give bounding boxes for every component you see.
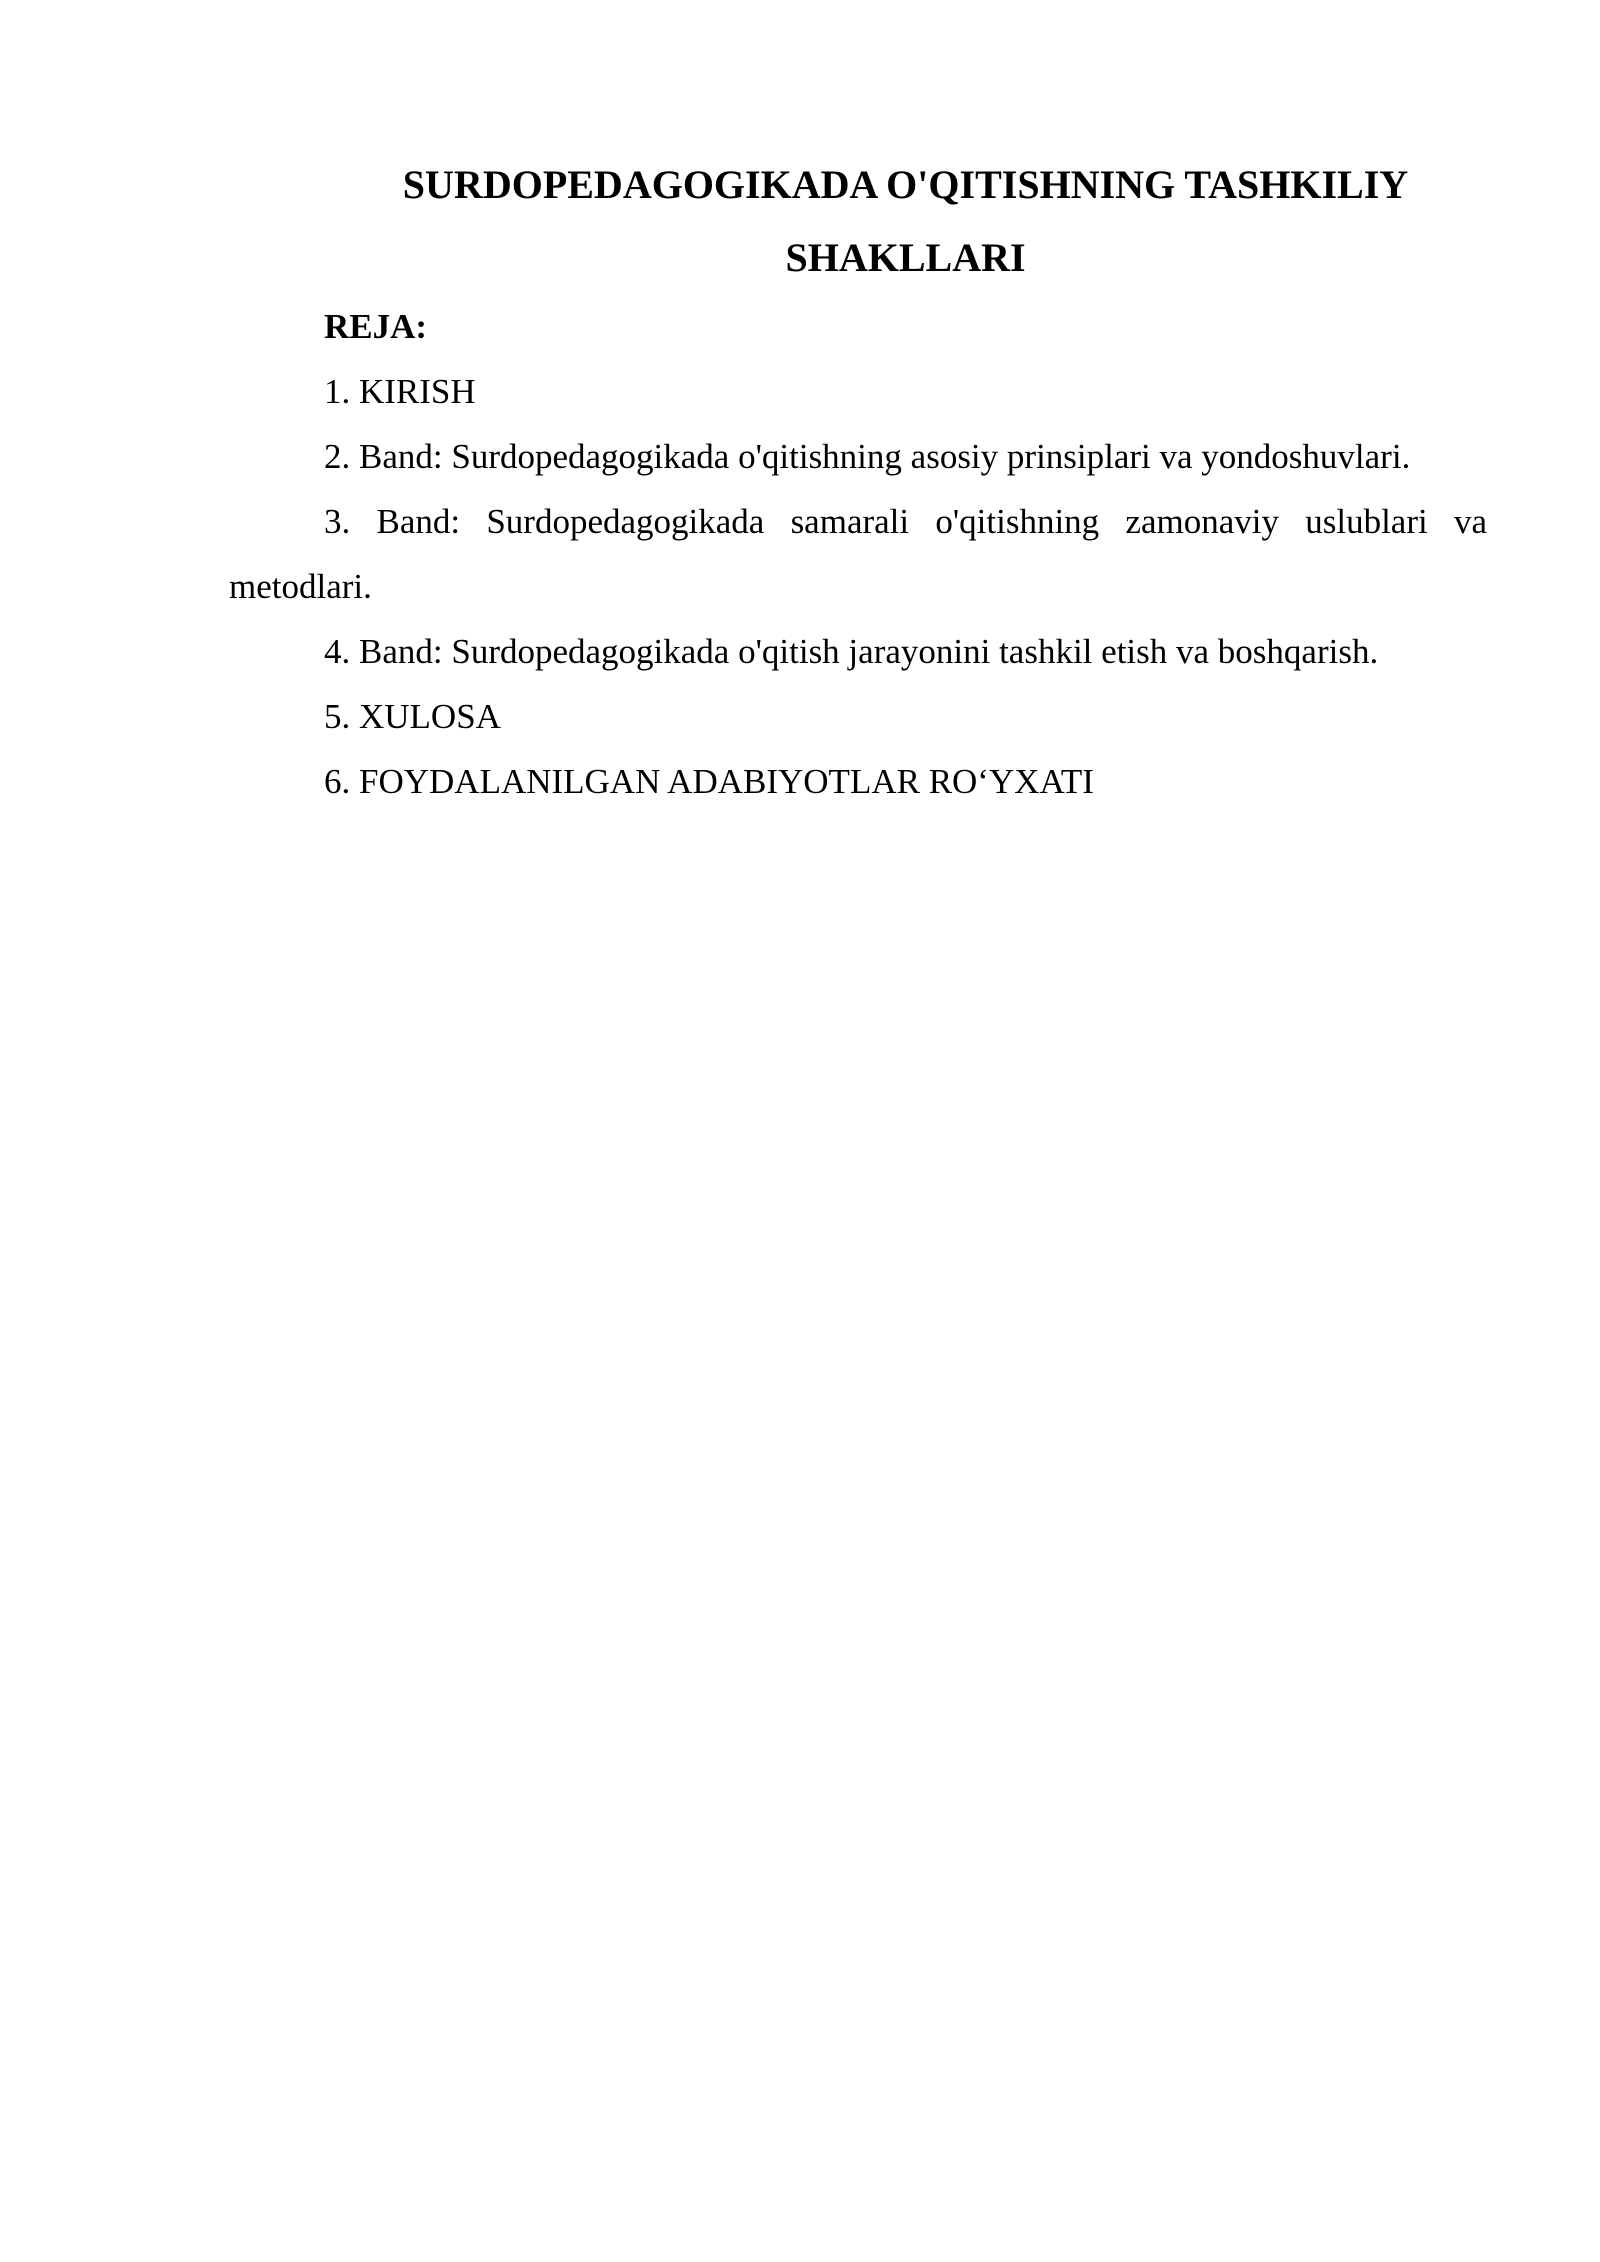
plan-item-band-2: 3. Band: Surdopedagogikada samarali o'qitishning zamonaviy uslublari va metodlari. <box>229 502 1487 606</box>
plan-item-band-3: 4. Band: Surdopedagogikada o'qitish jarayonini tashkil etish va boshqarish. <box>324 632 1379 671</box>
document-content <box>229 148 1487 814</box>
plan-item-references: 6. FOYDALANILGAN ADABIYOTLAR RO‘YXATI <box>324 762 1094 801</box>
document-title: SURDOPEDAGOGIKADA O'QITISHNING TASHKILIY SHAKLLARI <box>402 162 1409 280</box>
plan-item-intro: 1. KIRISH <box>324 372 476 411</box>
plan-item-conclusion: 5. XULOSA <box>324 697 501 736</box>
plan-heading: REJA: <box>324 307 428 346</box>
plan-item-band-1: 2. Band: Surdopedagogikada o'qitishning asosiy prinsiplari va yondoshuvlari. <box>324 437 1411 476</box>
